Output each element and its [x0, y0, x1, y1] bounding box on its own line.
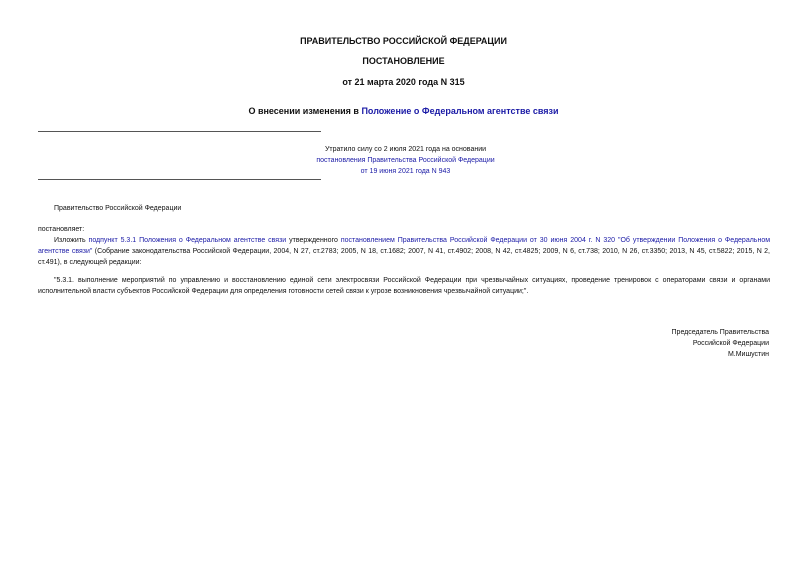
- divider-bottom: [38, 179, 321, 180]
- decree-320-link[interactable]: постановлением Правительства Российской Федерации от 30 июня 2004 г. N 320 "Об утверждении Положения о Федеральном агентстве связи": [38, 237, 771, 255]
- lost-force-decree-link-wrap: [38, 155, 773, 166]
- lost-force-date-link-wrap: [38, 166, 773, 177]
- document-date-number: от 21 марта 2020 года N 315: [342, 77, 465, 87]
- lost-force-date-link[interactable]: от 19 июня 2021 года N 943: [360, 168, 451, 175]
- government-heading: ПРАВИТЕЛЬСТВО РОССИЙСКОЙ ФЕДЕРАЦИИ: [300, 36, 507, 46]
- title-regulation-link[interactable]: Положение о Федеральном агентстве связи: [361, 106, 559, 116]
- lost-force-note: Утратило силу со 2 июля 2021 года на основании: [324, 146, 487, 153]
- decrees-word: постановляет:: [38, 226, 85, 233]
- amendment-text-2: утвержденного: [286, 237, 341, 244]
- document-type-heading: ПОСТАНОВЛЕНИЕ: [362, 56, 445, 66]
- divider-top: [38, 131, 321, 132]
- document-title: [0, 106, 807, 116]
- signature-name: М.Мишустин: [727, 351, 769, 358]
- amendment-text-3: (Собрание законодательства Российской Федерации, 2004, N 27, ст.2783; 2005, N 18, ст.1682; 2007, N 41, ст.4902; 2008, N 42, ст.4825; 2009, N 6, ст.738; 2010, N 26, ст.3350; 2013, N 45, ст.5822; 2015, N 2, ст.491), в следующей редакции:: [38, 248, 770, 266]
- amendment-text-1: Изложить: [54, 237, 89, 244]
- amendment-paragraph: [38, 235, 770, 268]
- government-line: Правительство Российской Федерации: [54, 205, 182, 212]
- subclause-link[interactable]: подпункт 5.3.1 Положения о Федеральном агентстве связи: [88, 237, 287, 244]
- new-clause-text: "5.3.1. выполнение мероприятий по управлению и восстановлению единой сети электросвязи Российской Федерации при чрезвычайных ситуациях, проведение тренировок с операторами связи и органами исполнительной власти субъектов Российской Федерации для определения готовности сетей связи к угрозе возникновения чрезвычайной ситуации;".: [38, 277, 770, 295]
- signature-position: Председатель Правительства: [671, 329, 769, 336]
- lost-force-decree-link[interactable]: постановления Правительства Российской Федерации: [316, 157, 495, 164]
- signature-federation: Российской Федерации: [692, 340, 769, 347]
- document-title-prefix: О внесении изменения в: [248, 106, 362, 116]
